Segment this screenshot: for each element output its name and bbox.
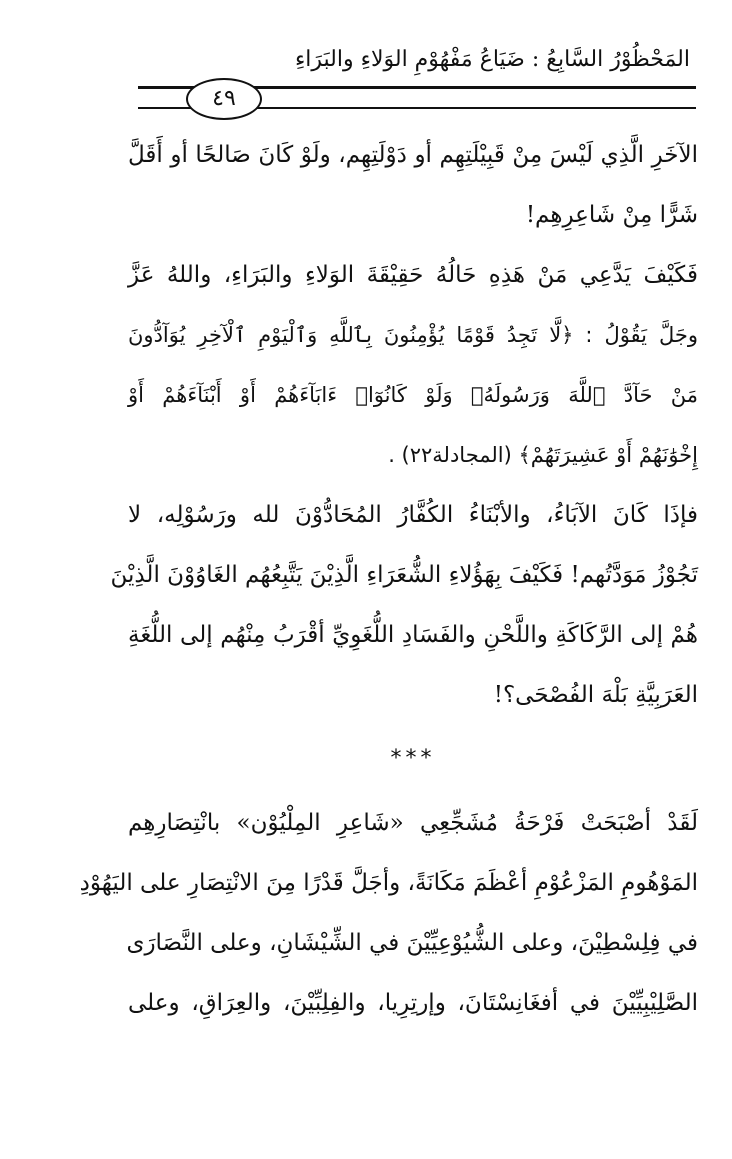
- running-header-title: المَحْظُوْرُ السَّابِعُ : ضَيَاعُ مَفْهُوْمِ الوَلاءِ والبَرَاءِ: [294, 47, 690, 72]
- body-text: [79, 125, 698, 1033]
- text-line: المَوْهُومِ المَزْعُوْمِ أعْظَمَ مَكَانَةً، وأجَلَّ قَدْرًا مِنَ الانْتِصَارِ على اليَهُوْدِ: [79, 870, 698, 896]
- page-number-badge: ٤٩: [186, 78, 262, 120]
- quran-verse-line: وجَلَّ يَقُوْلُ : ﴿لَّا تَجِدُ قَوْمًا يُؤْمِنُونَ بِٱللَّهِ وَٱلْيَوْمِ ٱلْآخِرِ يُوَآدُّونَ: [128, 323, 698, 347]
- text-line: فَكَيْفَ يَدَّعِي مَنْ هَذِهِ حَالُهُ حَقِيْقَةَ الوَلاءِ والبَرَاءِ، واللهُ عَزَّ: [128, 262, 698, 288]
- text-line: في فِلِسْطِيْنَ، وعلى الشُّيُوْعِيِّيْنَ في الشِّيْشَانِ، وعلى النَّصَارَى: [126, 930, 698, 956]
- quran-verse-line: إِخْوَٰنَهُمْ أَوْ عَشِيرَتَهُمْ﴾ (المجادلة٢٢) .: [388, 443, 698, 467]
- text-line: شَرًّا مِنْ شَاعِرِهِم!: [525, 202, 698, 228]
- text-line: العَرَبِيَّةِ بَلْهَ الفُصْحَى؟!: [493, 682, 698, 708]
- section-separator: ***: [390, 746, 436, 771]
- text-line: تَجُوْزُ مَوَدَّتُهم! فَكَيْفَ بِهَؤُلاءِ الشُّعَرَاءِ الَّذِيْنَ يَتَّبِعُهُم الغَاوُوْنَ الَّذِيْنَ: [110, 562, 698, 588]
- text-line: الآخَرِ الَّذِي لَيْسَ مِنْ قَبِيْلَتِهِم أو دَوْلَتِهِم، ولَوْ كَانَ صَالحًا أو أَقَلَّ: [128, 142, 698, 168]
- text-line: فإذَا كَانَ الآبَاءُ، والأبْنَاءُ الكُفَّارُ المُحَادُّوْنَ لله ورَسُوْلِه، لا: [128, 502, 698, 528]
- text-line: لَقَدْ أصْبَحَتْ فَرْحَةُ مُشَجِّعِي «شَاعِرِ المِلْيُوْن» بانْتِصَارِهِم: [128, 810, 698, 836]
- text-line: الصَّلِيْبِيِّيْنَ في أفغَانِسْتَانَ، وإرتِرِيا، والفِلِبِّيْنَ، والعِرَاقِ، وعلى: [128, 990, 698, 1016]
- text-line: هُمْ إلى الرَّكَاكَةِ واللَّحْنِ والفَسَادِ اللُّغَوِيِّ أقْرَبُ مِنْهُم إلى اللُّغَةِ: [128, 622, 698, 648]
- quran-verse-line: مَنْ حَآدَّ ٱللَّهَ وَرَسُولَهُۥ وَلَوْ كَانُوٓا۟ ءَابَآءَهُمْ أَوْ أَبْنَآءَهُمْ أَوْ: [128, 383, 698, 407]
